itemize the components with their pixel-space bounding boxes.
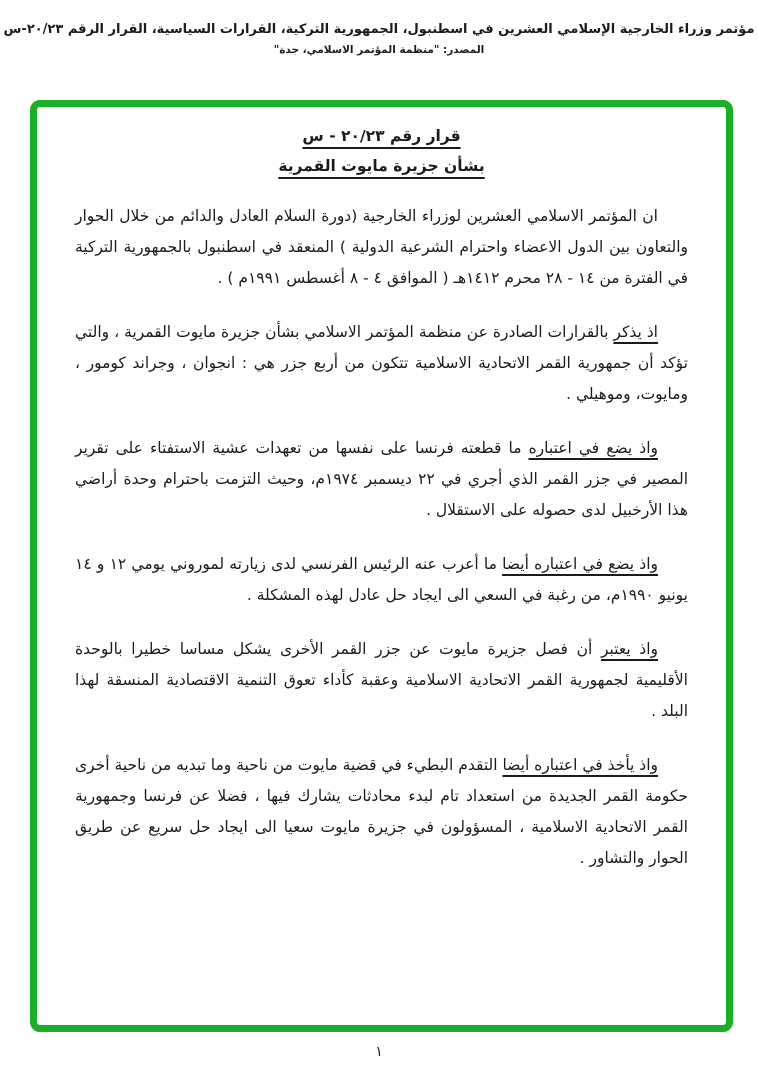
paragraph-text: بالقرارات الصادرة عن منظمة المؤتمر الاسلامي بشأن جزيرة مايوت القمرية ، والتي تؤكد أن جمهورية القمر الاتحادية الاسلامية تتكون من أربع جزر هي : انجوان ، وجراند كومور ، ومايوت، وموهيلي .: [75, 323, 688, 403]
paragraph-lead: واذ يعتبر: [600, 640, 658, 658]
resolution-subject-line: بشأن جزيرة مايوت القمرية: [278, 157, 485, 175]
source-line: المصدر: "منظمة المؤتمر الاسلامي، جدة": [273, 44, 485, 56]
page-header: [0, 0, 758, 56]
paragraph-text: أن فصل جزيرة مايوت عن جزر القمر الأخرى يشكل مساسا خطيرا بالوحدة الأقليمية لجمهورية القمر الاتحادية الاسلامية وعقبة كأداء تعوق التنمية الاقتصادية المنسقة لهذا البلد .: [75, 640, 688, 720]
paragraph-preamble: [75, 201, 688, 294]
resolution-number-line: قرار رقم ٢٠/٢٣ - س: [302, 127, 461, 145]
paragraph-lead: اذ يذكر: [613, 323, 658, 341]
resolution-title: [75, 121, 688, 181]
paragraph-considering: [75, 433, 688, 526]
paragraph-deeming: [75, 634, 688, 727]
paragraph-text: ان المؤتمر الاسلامي العشرين لوزراء الخارجية (دورة السلام العادل والدائم من خلال الحوار والتعاون بين الدول الاعضاء واحترام الشرعية الدولية ) المنعقد في اسطنبول بالجمهورية التركية في الفترة من ١٤ - ٢٨ محرم ١٤١٢هـ ( الموافق ٤ - ٨ أغسطس ١٩٩١م ) .: [75, 207, 688, 287]
paragraph-taking-account: [75, 750, 688, 874]
paragraph-text: التقدم البطيء في قضية مايوت من ناحية وما تبديه من ناحية أخرى حكومة القمر الجديدة من استعداد تام لبدء محادثات يشارك فيها ، فضلا عن فرنسا وجمهورية القمر الاتحادية الاسلامية ، المسؤولون في جزيرة مايوت سعيا الى ايجاد حل سريع عن طريق الحوار والتشاور .: [75, 756, 688, 867]
document-frame: [30, 100, 733, 1032]
paragraph-lead: واذ يضع في اعتباره أيضا: [502, 555, 658, 573]
page-number: ١: [375, 1044, 383, 1060]
paragraph-considering-also: [75, 549, 688, 611]
paragraph-lead: واذ يضع في اعتباره: [528, 439, 658, 457]
paragraph-text: ما أعرب عنه الرئيس الفرنسي لدى زيارته لموروني يومي ١٢ و ١٤ يونيو ١٩٩٠م، من رغبة في السعي الى ايجاد حل عادل لهذه المشكلة .: [75, 555, 688, 604]
paragraph-lead: واذ يأخذ في اعتباره أيضا: [502, 756, 658, 774]
paragraph-recalling: [75, 317, 688, 410]
paragraph-text: ما قطعته فرنسا على نفسها من تعهدات عشية الاستفتاء على تقرير المصير في جزر القمر الذي أجري في ٢٢ ديسمبر ١٩٧٤م، وحيث التزمت باحترام وحدة أراضي هذا الأرخبيل لدى حصوله على الاستقلال .: [75, 439, 688, 519]
conference-header-line: مؤتمر وزراء الخارجية الإسلامي العشرين في اسطنبول، الجمهورية التركية، القرارات السياسية، القرار الرقم ٢٠/٢٣-س: [3, 22, 755, 37]
